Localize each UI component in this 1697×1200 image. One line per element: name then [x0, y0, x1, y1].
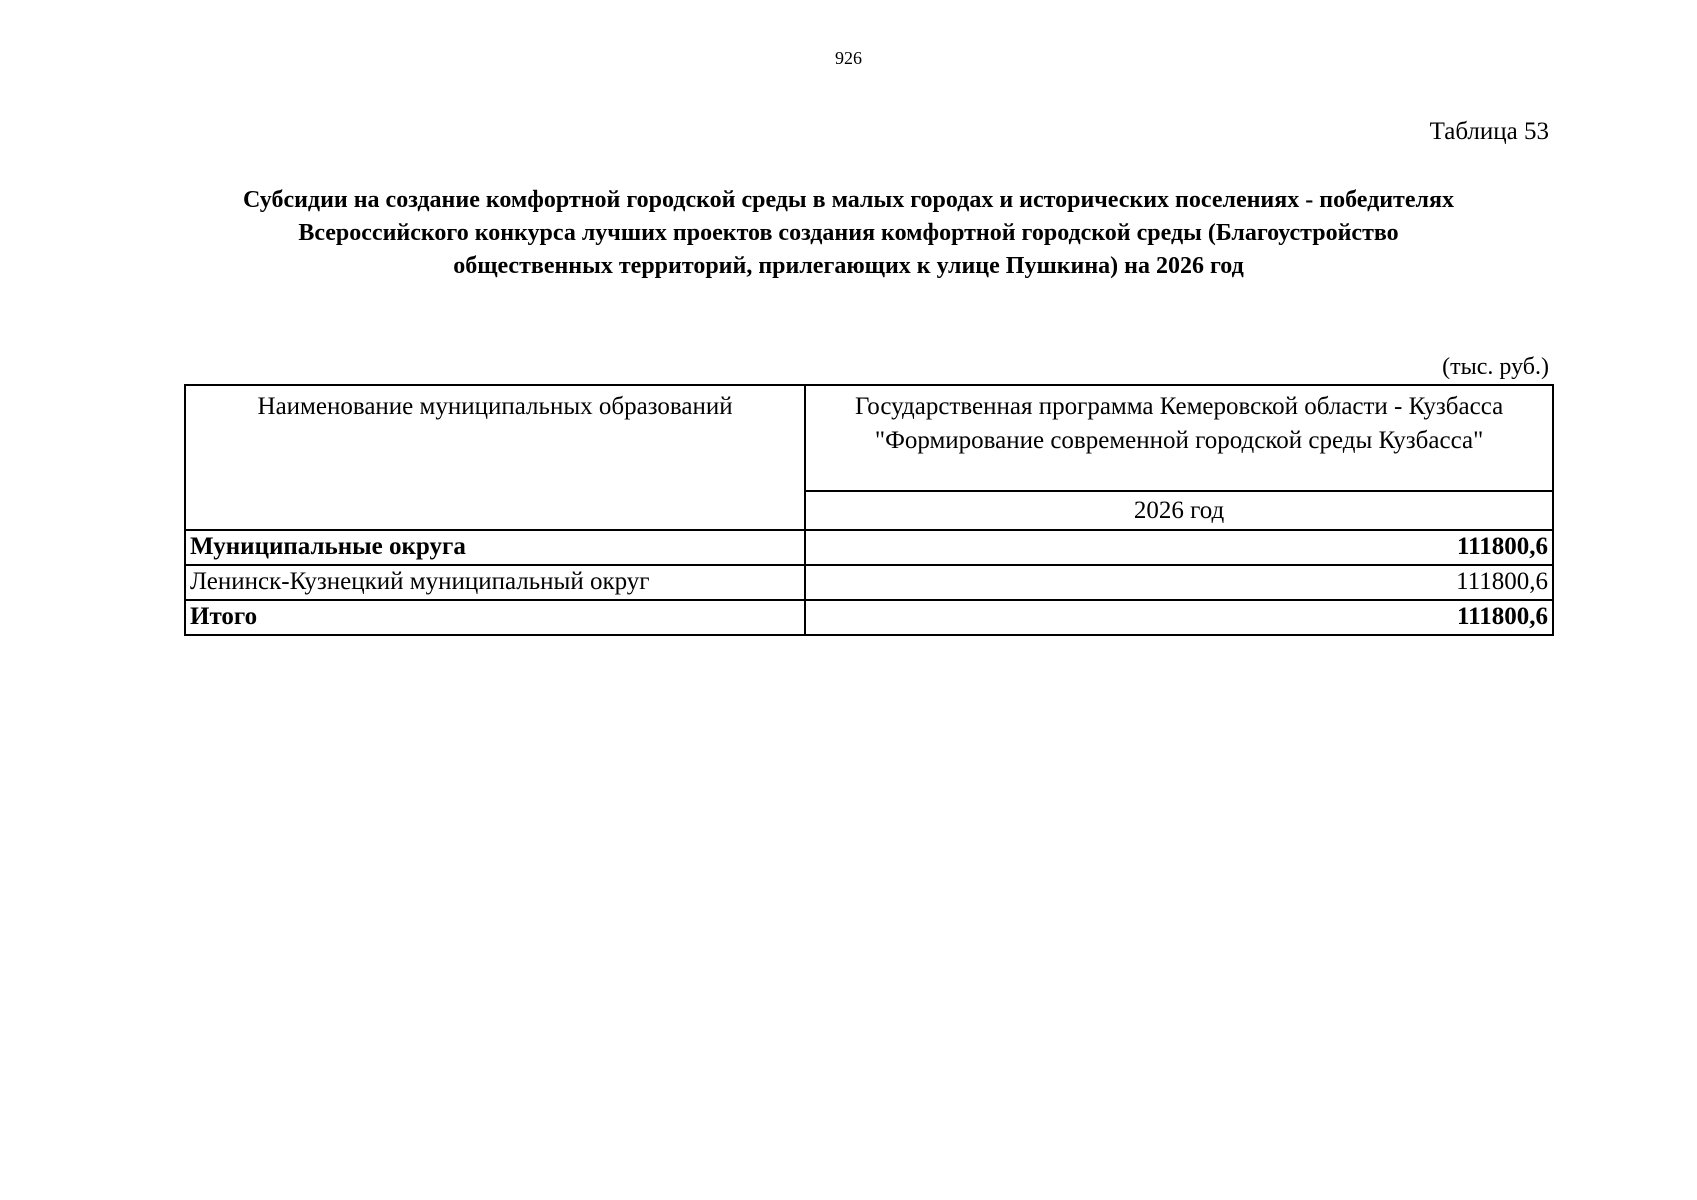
row-value: 111800,6	[805, 600, 1553, 635]
table-label: Таблица 53	[1429, 118, 1549, 145]
title-line-3: общественных территорий, прилегающих к улице Пушкина) на 2026 год	[453, 253, 1244, 279]
header-municipality-name: Наименование муниципальных образований	[185, 385, 805, 530]
document-title	[180, 184, 1517, 283]
subsidy-table	[184, 384, 1554, 636]
header-year: 2026 год	[805, 491, 1553, 530]
table-row	[185, 530, 1553, 565]
row-name: Муниципальные округа	[185, 530, 805, 565]
header-program	[805, 385, 1553, 491]
title-line-1: Субсидии на создание комфортной городской среды в малых городах и исторических поселениях - победителях	[243, 187, 1454, 213]
row-name: Итого	[185, 600, 805, 635]
row-value: 111800,6	[805, 530, 1553, 565]
row-name: Ленинск-Кузнецкий муниципальный округ	[185, 565, 805, 600]
page-number: 926	[835, 48, 862, 68]
table-header-row	[185, 385, 1553, 491]
units-label: (тыс. руб.)	[1442, 354, 1549, 380]
table-row-total	[185, 600, 1553, 635]
table-row	[185, 565, 1553, 600]
row-value: 111800,6	[805, 565, 1553, 600]
header-program-line-2: "Формирование современной городской среды Кузбасса"	[874, 427, 1484, 454]
header-program-line-1: Государственная программа Кемеровской области - Кузбасса	[854, 393, 1504, 420]
title-line-2: Всероссийского конкурса лучших проектов создания комфортной городской среды (Благоустройство	[298, 220, 1399, 246]
